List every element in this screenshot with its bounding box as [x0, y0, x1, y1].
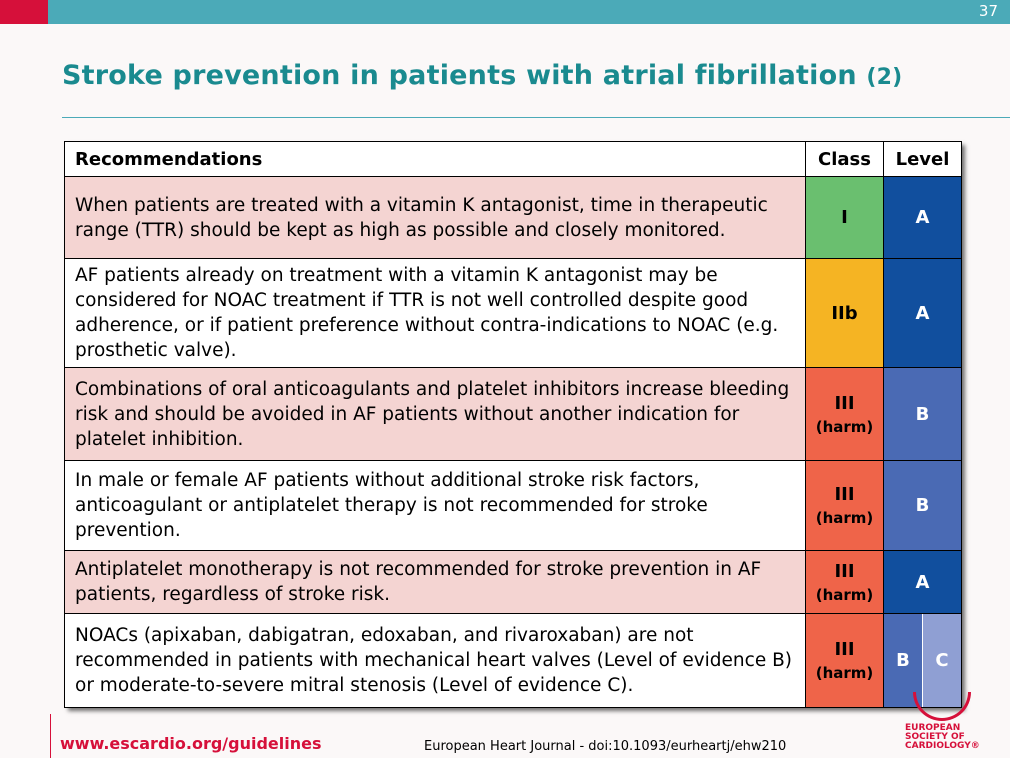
logo-line: EUROPEAN — [905, 723, 961, 733]
class-cell — [806, 551, 884, 614]
top-bar — [0, 0, 1010, 24]
title-text: Stroke prevention in patients with atrial fibrillation — [62, 60, 857, 91]
class-note: (harm) — [815, 509, 874, 527]
table-row — [65, 461, 962, 551]
class-value: III — [834, 484, 855, 505]
logo-line: CARDIOLOGY® — [905, 741, 980, 751]
header-class: Class — [806, 142, 884, 177]
class-cell — [806, 259, 884, 368]
recommendation-text: In male or female AF patients without additional stroke risk factors, anticoagulant or antiplatelet therapy is not recommended for stroke prevention. — [65, 461, 806, 551]
class-value: IIb — [831, 302, 858, 324]
class-value: III — [834, 639, 855, 660]
slide-number: 37 — [978, 2, 998, 20]
guidelines-link[interactable]: www.escardio.org/guidelines — [60, 734, 322, 753]
class-cell — [806, 368, 884, 461]
level-cell: B — [884, 368, 962, 461]
recommendations-table — [64, 141, 961, 707]
title-suffix: (2) — [866, 65, 903, 90]
level-b: B — [884, 614, 923, 707]
class-note: (harm) — [815, 585, 874, 604]
header-recommendations: Recommendations — [65, 142, 806, 177]
level-cell: B — [884, 461, 962, 551]
class-value: III — [834, 560, 855, 582]
table-row — [65, 614, 962, 708]
brand-accent — [0, 0, 48, 24]
title-divider — [62, 117, 1010, 118]
class-cell — [806, 461, 884, 551]
slide-title — [62, 60, 902, 91]
recommendation-text: Combinations of oral anticoagulants and platelet inhibitors increase bleeding risk and should be avoided in AF patients without another indication for platelet inhibition. — [65, 368, 806, 461]
class-value: III — [834, 392, 855, 414]
level-cell: A — [884, 551, 962, 614]
level-cell: A — [884, 177, 962, 259]
class-cell — [806, 177, 884, 259]
level-cell: A — [884, 259, 962, 368]
journal-citation: European Heart Journal - doi:10.1093/eurheartj/ehw210 — [424, 739, 787, 754]
recommendation-text: AF patients already on treatment with a vitamin K antagonist may be considered for NOAC treatment if TTR is not well controlled despite good adherence, or if patient preference without contra-indications to NOAC (e.g. prosthetic valve). — [65, 259, 806, 368]
logo-arc — [913, 692, 971, 721]
header-level: Level — [884, 142, 962, 177]
table-row — [65, 551, 962, 614]
table-row — [65, 368, 962, 461]
recommendation-text: When patients are treated with a vitamin K antagonist, time in therapeutic range (TTR) should be kept as high as possible and closely monitored. — [65, 177, 806, 259]
class-note: (harm) — [815, 664, 874, 682]
class-value: I — [841, 207, 848, 228]
esc-logo — [903, 692, 983, 754]
footer-divider — [50, 714, 51, 758]
recommendation-text: Antiplatelet monotherapy is not recommended for stroke prevention in AF patients, regardless of stroke risk. — [65, 551, 806, 614]
table-row — [65, 177, 962, 259]
logo-line: SOCIETY OF — [905, 732, 965, 742]
level-c: C — [923, 614, 961, 707]
recommendation-text: NOACs (apixaban, dabigatran, edoxaban, and rivaroxaban) are not recommended in patients with mechanical heart valves (Level of evidence B) or moderate-to-severe mitral stenosis (Level of evidence C). — [65, 614, 806, 708]
class-note: (harm) — [815, 417, 874, 436]
table-row — [65, 259, 962, 368]
table-header-row — [65, 142, 962, 177]
class-cell — [806, 614, 884, 708]
logo-text — [905, 724, 980, 751]
